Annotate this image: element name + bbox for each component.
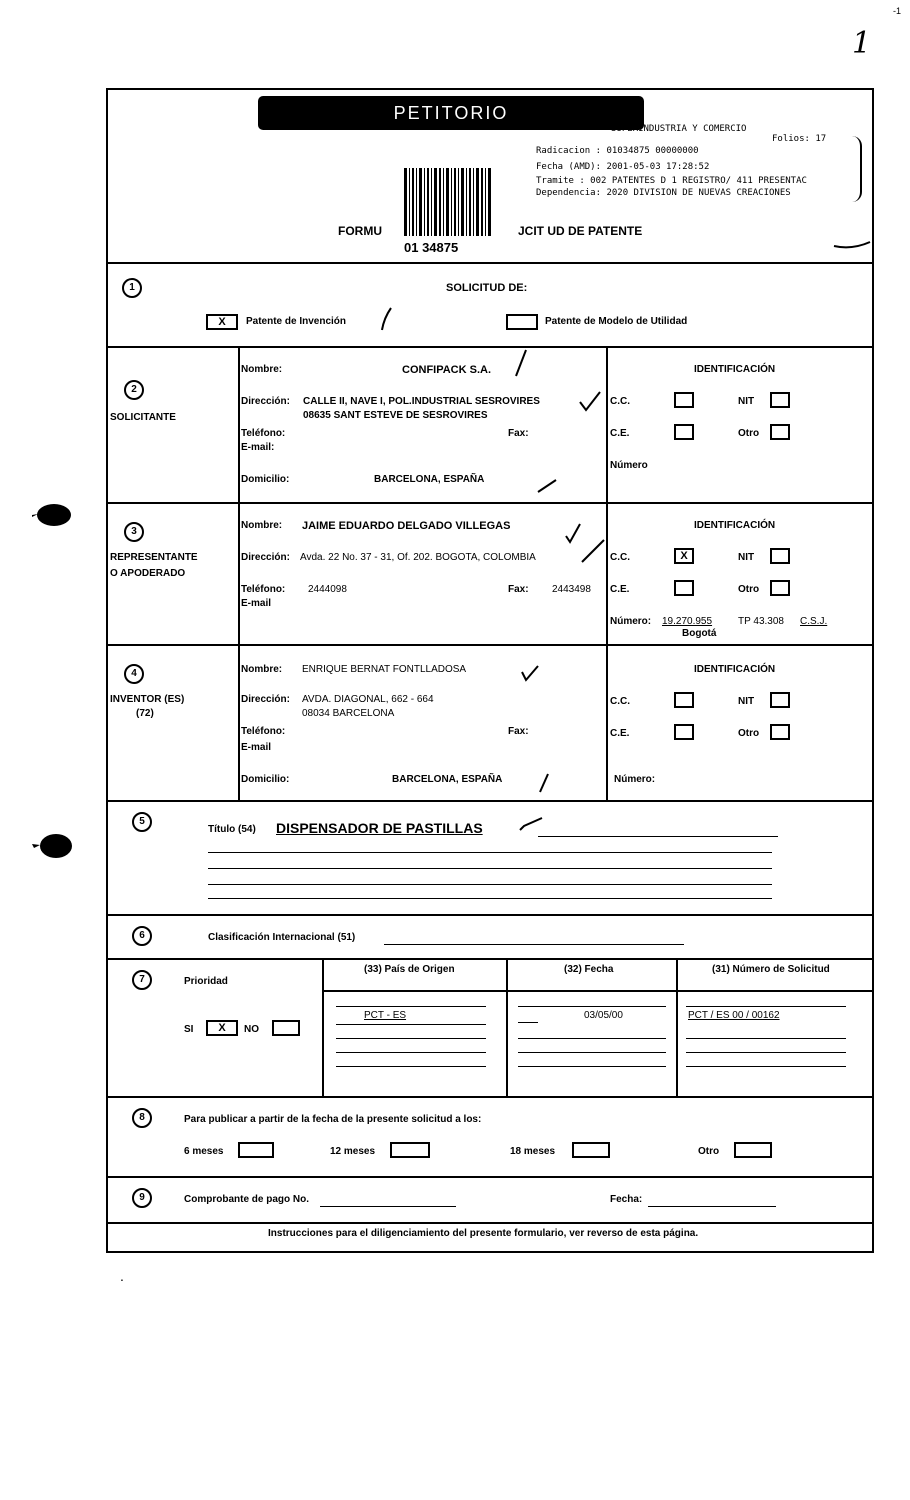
s3-role1: REPRESENTANTE bbox=[110, 552, 198, 563]
stamp-line3: Fecha (AMD): 2001-05-03 17:28:52 bbox=[536, 162, 710, 172]
s7-col1-head: (33) País de Origen bbox=[364, 964, 455, 975]
footer-instructions: Instrucciones para el diligenciamiento del presente formulario, ver reverso de esta página. bbox=[268, 1228, 699, 1239]
s7-fecha-value: 03/05/00 bbox=[584, 1010, 623, 1021]
s4-direccion-label: Dirección: bbox=[241, 694, 290, 705]
stamp-line4: Tramite : 002 PATENTES D 1 REGISTRO/ 411 PRESENTAC bbox=[536, 176, 807, 186]
patente-modelo-label: Patente de Modelo de Utilidad bbox=[545, 316, 688, 327]
s7-pais-value: PCT - ES bbox=[364, 1010, 407, 1021]
s3-nit-checkbox[interactable] bbox=[770, 548, 790, 564]
s3-cc-checkbox[interactable]: X bbox=[674, 548, 694, 564]
s2-ce-checkbox[interactable] bbox=[674, 424, 694, 440]
s8-opt1-label: 6 meses bbox=[184, 1146, 224, 1157]
check-mark-icon bbox=[578, 390, 602, 412]
s2-direccion2: 08635 SANT ESTEVE DE SESROVIRES bbox=[303, 410, 488, 421]
section-7-number: 7 bbox=[132, 970, 152, 990]
s3-cc-label: C.C. bbox=[610, 552, 630, 563]
s4-email-label: E-mail bbox=[241, 742, 272, 753]
s4-ident-title: IDENTIFICACIÓN bbox=[694, 664, 776, 675]
s2-ce-label: C.E. bbox=[610, 428, 630, 439]
s3-numero-label: Número: bbox=[610, 616, 652, 627]
check-mark-icon bbox=[538, 772, 550, 794]
patente-invencion-checkbox[interactable]: X bbox=[206, 314, 238, 330]
s2-cc-checkbox[interactable] bbox=[674, 392, 694, 408]
s8-opt3-label: 18 meses bbox=[510, 1146, 556, 1157]
s5-title-value: DISPENSADOR DE PASTILLAS bbox=[276, 820, 483, 836]
s2-direccion1: CALLE II, NAVE I, POL.INDUSTRIAL SESROVIRES bbox=[303, 396, 540, 407]
s4-otro-checkbox[interactable] bbox=[770, 724, 790, 740]
s4-ce-checkbox[interactable] bbox=[674, 724, 694, 740]
s3-nit-label: NIT bbox=[738, 552, 755, 563]
section-5-number: 5 bbox=[132, 812, 152, 832]
s4-domicilio: BARCELONA, ESPAÑA bbox=[392, 774, 503, 785]
page-number-handwritten: 1 bbox=[852, 26, 872, 61]
barcode-icon bbox=[404, 168, 492, 236]
s7-col3-head: (31) Número de Solicitud bbox=[712, 964, 830, 975]
s4-cc-label: C.C. bbox=[610, 696, 630, 707]
s2-email-label: E-mail: bbox=[241, 442, 275, 453]
s3-otro-checkbox[interactable] bbox=[770, 580, 790, 596]
s7-label: Prioridad bbox=[184, 976, 228, 987]
s3-direccion: Avda. 22 No. 37 - 31, Of. 202. BOGOTA, COLOMBIA bbox=[300, 552, 536, 563]
s8-opt3-checkbox[interactable] bbox=[572, 1142, 610, 1158]
s3-otro-label: Otro bbox=[738, 584, 760, 595]
check-mark-icon bbox=[580, 538, 606, 566]
s4-otro-label: Otro bbox=[738, 728, 760, 739]
stamp-folios: Folios: 17 bbox=[772, 134, 827, 144]
check-mark-icon bbox=[520, 664, 540, 682]
s4-role1: INVENTOR (ES) bbox=[110, 694, 185, 705]
check-mark-icon bbox=[512, 348, 528, 378]
s8-opt1-checkbox[interactable] bbox=[238, 1142, 274, 1158]
banner-title: PETITORIO bbox=[393, 103, 509, 123]
formu-right: JCIT UD DE PATENTE bbox=[518, 224, 643, 238]
s4-direccion1: AVDA. DIAGONAL, 662 - 664 bbox=[302, 694, 434, 705]
stamp-bracket bbox=[846, 136, 862, 202]
s2-otro-checkbox[interactable] bbox=[770, 424, 790, 440]
stamp-line5: Dependencia: 2020 DIVISION DE NUEVAS CREACIONES bbox=[536, 188, 791, 198]
s2-fax-label: Fax: bbox=[508, 428, 529, 439]
s2-nit-label: NIT bbox=[738, 396, 755, 407]
s7-no-checkbox[interactable] bbox=[272, 1020, 300, 1036]
section-1-number: 1 bbox=[122, 278, 142, 298]
s9-label: Comprobante de pago No. bbox=[184, 1194, 309, 1205]
section-8-number: 8 bbox=[132, 1108, 152, 1128]
handwritten-stroke-icon bbox=[832, 238, 872, 250]
punch-hole-icon bbox=[28, 500, 80, 530]
petitorio-form bbox=[106, 88, 874, 1253]
s4-ce-label: C.E. bbox=[610, 728, 630, 739]
section-4-number: 4 bbox=[124, 664, 144, 684]
s3-bogota: Bogotá bbox=[682, 628, 717, 639]
s2-domicilio: BARCELONA, ESPAÑA bbox=[374, 474, 485, 485]
barcode-number: 01 34875 bbox=[404, 240, 459, 255]
s3-email-label: E-mail bbox=[241, 598, 272, 609]
s8-opt2-checkbox[interactable] bbox=[390, 1142, 430, 1158]
s4-domicilio-label: Domicilio: bbox=[241, 774, 290, 785]
check-mark-icon bbox=[378, 306, 394, 332]
s4-direccion2: 08034 BARCELONA bbox=[302, 708, 395, 719]
stamp-line2: Radicacion : 01034875 00000000 bbox=[536, 146, 699, 156]
section-6-number: 6 bbox=[132, 926, 152, 946]
banner bbox=[258, 96, 644, 130]
s3-nombre-label: Nombre: bbox=[241, 520, 283, 531]
patente-invencion-label: Patente de Invención bbox=[246, 316, 347, 327]
s9-pago-line[interactable] bbox=[320, 1206, 456, 1207]
s8-opt4-label: Otro bbox=[698, 1146, 720, 1157]
s2-numero-label: Número bbox=[610, 460, 648, 471]
section-2-number: 2 bbox=[124, 380, 144, 400]
s2-ident-title: IDENTIFICACIÓN bbox=[694, 364, 776, 375]
s3-telefono-label: Teléfono: bbox=[241, 584, 286, 595]
s2-otro-label: Otro bbox=[738, 428, 760, 439]
s8-label: Para publicar a partir de la fecha de la presente solicitud a los: bbox=[184, 1114, 482, 1125]
corner-tiny-mark: -1 bbox=[893, 6, 902, 16]
s3-ce-checkbox[interactable] bbox=[674, 580, 694, 596]
s7-si-checkbox[interactable]: X bbox=[206, 1020, 238, 1036]
s7-si-label: SI bbox=[184, 1024, 194, 1035]
s7-no-label: NO bbox=[244, 1024, 259, 1035]
check-mark-icon bbox=[518, 816, 544, 834]
s2-nombre-label: Nombre: bbox=[241, 364, 283, 375]
s4-nit-checkbox[interactable] bbox=[770, 692, 790, 708]
s4-nit-label: NIT bbox=[738, 696, 755, 707]
check-mark-icon bbox=[536, 478, 558, 494]
s1-title: SOLICITUD DE: bbox=[446, 282, 528, 294]
s8-opt4-checkbox[interactable] bbox=[734, 1142, 772, 1158]
s2-telefono-label: Teléfono: bbox=[241, 428, 286, 439]
s6-label: Clasificación Internacional (51) bbox=[208, 932, 356, 943]
s2-cc-label: C.C. bbox=[610, 396, 630, 407]
s2-nombre: CONFIPACK S.A. bbox=[402, 364, 492, 376]
s4-numero-label: Número: bbox=[614, 774, 656, 785]
s2-domicilio-label: Domicilio: bbox=[241, 474, 290, 485]
s3-ident-title: IDENTIFICACIÓN bbox=[694, 520, 776, 531]
s2-nit-checkbox[interactable] bbox=[770, 392, 790, 408]
s3-role2: O APODERADO bbox=[110, 568, 186, 579]
s9-fecha-line[interactable] bbox=[648, 1206, 776, 1207]
punch-hole-icon bbox=[28, 830, 80, 864]
s4-cc-checkbox[interactable] bbox=[674, 692, 694, 708]
section-9-number: 9 bbox=[132, 1188, 152, 1208]
s4-nombre: ENRIQUE BERNAT FONTLLADOSA bbox=[302, 664, 467, 675]
s3-numero: 19.270.955 bbox=[662, 616, 713, 627]
section-3-number: 3 bbox=[124, 522, 144, 542]
s4-role2: (72) bbox=[136, 708, 154, 719]
s3-ce-label: C.E. bbox=[610, 584, 630, 595]
patente-modelo-checkbox[interactable] bbox=[506, 314, 538, 330]
s2-direccion-label: Dirección: bbox=[241, 396, 290, 407]
s3-csj: C.S.J. bbox=[800, 616, 828, 627]
s3-fax: 2443498 bbox=[552, 584, 591, 595]
s3-nombre: JAIME EDUARDO DELGADO VILLEGAS bbox=[302, 520, 511, 532]
s3-tp: TP 43.308 bbox=[738, 616, 784, 627]
stray-dot: . bbox=[120, 1268, 124, 1284]
s4-telefono-label: Teléfono: bbox=[241, 726, 286, 737]
s3-fax-label: Fax: bbox=[508, 584, 529, 595]
s7-col2-head: (32) Fecha bbox=[564, 964, 614, 975]
s3-direccion-label: Dirección: bbox=[241, 552, 290, 563]
s8-opt2-label: 12 meses bbox=[330, 1146, 376, 1157]
s3-telefono: 2444098 bbox=[308, 584, 347, 595]
s4-fax-label: Fax: bbox=[508, 726, 529, 737]
s5-label: Título (54) bbox=[208, 824, 256, 835]
s2-role: SOLICITANTE bbox=[110, 412, 176, 423]
formu-left: FORMU bbox=[338, 224, 382, 238]
stamp-line1: SUPERINDUSTRIA Y COMERCIO bbox=[611, 124, 747, 134]
s4-nombre-label: Nombre: bbox=[241, 664, 283, 675]
s7-numero-value: PCT / ES 00 / 00162 bbox=[688, 1010, 780, 1021]
s9-fecha-label: Fecha: bbox=[610, 1194, 643, 1205]
